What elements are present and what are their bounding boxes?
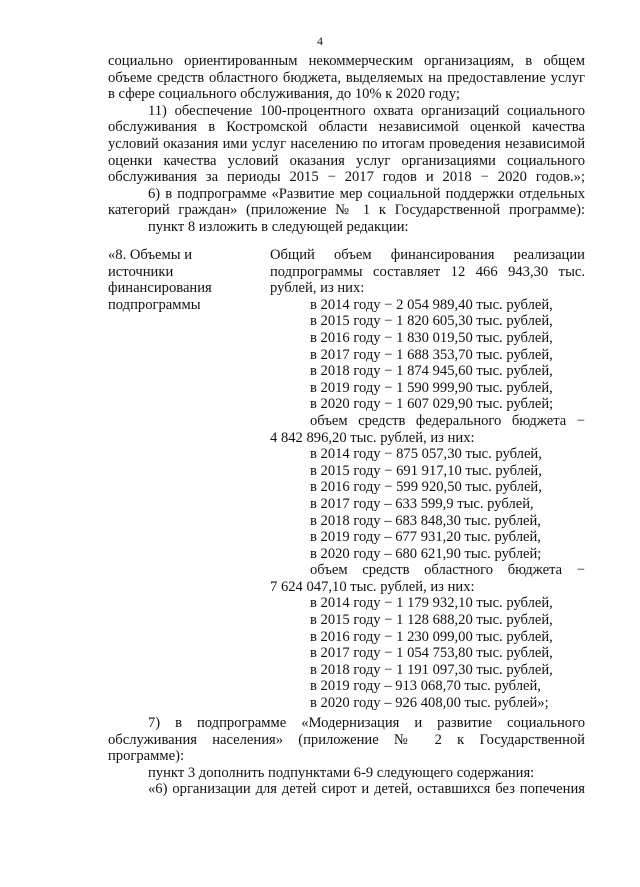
regional-year-line: в 2020 году – 926 408,00 тыс. рублей»; — [310, 695, 549, 712]
total-year-line: в 2016 году − 1 830 019,50 тыс. рублей, — [310, 329, 553, 346]
total-year-line: в 2018 году − 1 874 945,60 тыс. рублей, — [310, 363, 553, 380]
label-line: подпрограммы — [108, 296, 201, 313]
regional-year-line: в 2018 году − 1 191 097,30 тыс. рублей, — [310, 661, 553, 678]
funding-value-column — [270, 247, 585, 712]
text-line: 6) в подпрограмме «Развитие мер социальной поддержки отдельных — [148, 185, 585, 202]
text-line: в сфере социального обслуживания, до 10% к 2020 году; — [108, 86, 460, 103]
text-line: обслуживания в Костромской области независимой оценкой качества — [108, 119, 585, 136]
text-line: социально ориентированным некоммерческим организациям, в общем — [108, 53, 585, 69]
federal-year-line: в 2017 году – 633 599,9 тыс. рублей, — [310, 495, 534, 512]
text-line: пункт 3 дополнить подпунктами 6-9 следующего содержания: — [148, 764, 535, 781]
federal-year-line: в 2016 году − 599 920,50 тыс. рублей, — [310, 479, 542, 496]
intro-text — [108, 53, 585, 236]
label-line: финансирования — [108, 280, 212, 297]
total-line: Общий объем финансирования реализации — [270, 247, 585, 263]
total-line: подпрограммы составляет 12 466 943,30 тыс. — [270, 263, 585, 280]
total-year-line: в 2020 году − 1 607 029,90 тыс. рублей; — [310, 396, 554, 413]
regional-year-line: в 2016 году − 1 230 099,00 тыс. рублей, — [310, 628, 553, 645]
federal-year-line: в 2015 году − 691 917,10 тыс. рублей, — [310, 462, 542, 479]
regional-year-line: в 2014 году − 1 179 932,10 тыс. рублей, — [310, 595, 553, 612]
regional-year-line: в 2015 году − 1 128 688,20 тыс. рублей, — [310, 612, 553, 629]
federal-line: объем средств федерального бюджета − — [310, 412, 585, 429]
regional-line: объем средств областного бюджета − — [310, 562, 585, 579]
federal-year-line: в 2020 году – 680 621,90 тыс. рублей; — [310, 545, 542, 562]
federal-line: 4 842 896,20 тыс. рублей, из них: — [270, 429, 475, 446]
text-line: условий оказания ими услуг населению по итогам проведения независимой — [108, 135, 585, 152]
label-line: источники — [108, 263, 174, 280]
text-line: обслуживания за периоды 2015 − 2017 годов и 2018 − 2020 годов.»; — [108, 169, 585, 186]
text-line: пункт 8 изложить в следующей редакции: — [148, 218, 409, 235]
text-line: оценки качества условий оказания услуг организациями социального — [108, 152, 585, 169]
label-line: «8. Объемы и — [108, 247, 193, 263]
closing-text — [108, 715, 585, 798]
text-line: категорий граждан» (приложение № 1 к Государственной программе): — [108, 202, 585, 219]
federal-year-line: в 2014 году − 875 057,30 тыс. рублей, — [310, 446, 542, 463]
regional-year-line: в 2019 году – 913 068,70 тыс. рублей, — [310, 678, 541, 695]
text-line: объеме средств областного бюджета, выделяемых на предоставление услуг — [108, 69, 585, 86]
text-line: 11) обеспечение 100-процентного охвата организаций социального — [148, 102, 585, 119]
total-year-line: в 2014 году − 2 054 989,40 тыс. рублей, — [310, 296, 553, 313]
federal-year-line: в 2018 году – 683 848,30 тыс. рублей, — [310, 512, 541, 529]
total-year-line: в 2019 году − 1 590 999,90 тыс. рублей, — [310, 379, 553, 396]
total-year-line: в 2015 году − 1 820 605,30 тыс. рублей, — [310, 313, 553, 330]
text-line: 7) в подпрограмме «Модернизация и развитие социального — [148, 715, 585, 731]
page-number: 4 — [317, 34, 323, 48]
regional-line: 7 624 047,10 тыс. рублей, из них: — [270, 578, 475, 595]
text-line: «6) организации для детей сирот и детей, оставшихся без попечения — [148, 781, 585, 798]
text-line: обслуживания населения» (приложение № 2 к Государственной — [108, 731, 585, 748]
total-line: рублей, из них: — [270, 280, 365, 297]
funding-label-column — [108, 247, 258, 313]
regional-year-line: в 2017 году − 1 054 753,80 тыс. рублей, — [310, 645, 553, 662]
federal-year-line: в 2019 году – 677 931,20 тыс. рублей, — [310, 529, 541, 546]
total-year-line: в 2017 году − 1 688 353,70 тыс. рублей, — [310, 346, 553, 363]
text-line: программе): — [108, 748, 185, 765]
